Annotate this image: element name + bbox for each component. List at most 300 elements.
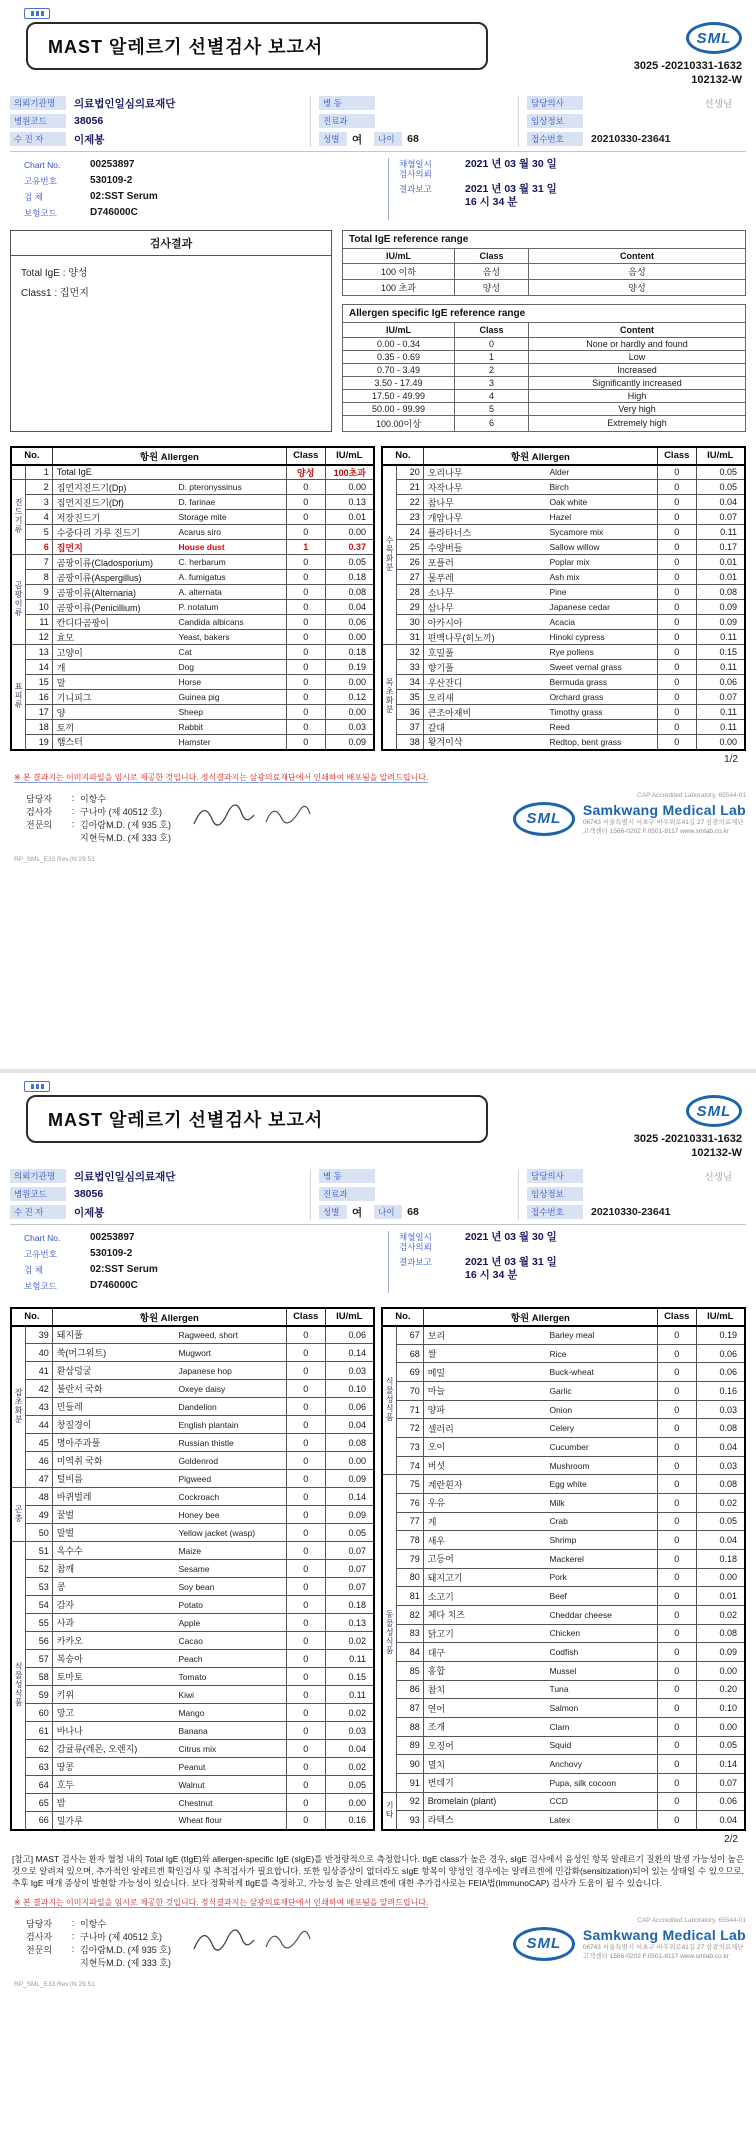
col-header-allergen: 항원 Allergen bbox=[52, 447, 286, 465]
ref-cell: 5 bbox=[455, 402, 529, 415]
allergen-value: 0.02 bbox=[325, 1758, 374, 1776]
allergen-class: 0 bbox=[657, 1400, 696, 1419]
allergen-value: 0.03 bbox=[325, 1722, 374, 1740]
allergen-name-kr: 옥수수 bbox=[52, 1542, 176, 1560]
allergen-name-kr: 고양이 bbox=[52, 645, 176, 660]
allergen-row bbox=[11, 1722, 374, 1740]
label-chart-no: Chart No. bbox=[24, 159, 61, 170]
allergen-no: 92 bbox=[397, 1792, 423, 1811]
allergen-no: 78 bbox=[397, 1531, 423, 1550]
allergen-class: 0 bbox=[657, 570, 696, 585]
allergen-name-kr: 수양버들 bbox=[423, 540, 547, 555]
sml-footer-logo-row bbox=[416, 802, 746, 837]
allergen-name-kr: 카카오 bbox=[52, 1632, 176, 1650]
allergen-class: 0 bbox=[657, 585, 696, 600]
allergen-no: 65 bbox=[26, 1794, 52, 1812]
allergen-class: 0 bbox=[286, 1758, 325, 1776]
allergen-row bbox=[11, 1578, 374, 1596]
reference-table-title: Total IgE reference range bbox=[343, 230, 746, 248]
allergen-no: 39 bbox=[26, 1326, 52, 1344]
allergen-name-en: Cheddar cheese bbox=[547, 1605, 657, 1624]
allergen-row bbox=[11, 1380, 374, 1398]
allergen-name-kr: 물푸레 bbox=[423, 570, 547, 585]
patient-info-col3 bbox=[518, 1169, 746, 1220]
allergen-no: 56 bbox=[26, 1632, 52, 1650]
allergen-value: 0.14 bbox=[325, 1488, 374, 1506]
label-request: 검사의뢰 bbox=[399, 169, 432, 180]
allergen-value: 0.04 bbox=[696, 495, 745, 510]
allergen-row bbox=[382, 1587, 745, 1606]
signature-mark bbox=[188, 1917, 318, 1965]
col-header-class: Class bbox=[657, 1308, 696, 1326]
value-doctor: 선생님 bbox=[704, 99, 732, 111]
allergen-row bbox=[382, 1475, 745, 1494]
allergen-class: 0 bbox=[657, 660, 696, 675]
allergen-class: 0 bbox=[286, 585, 325, 600]
allergen-name-kr: 토마토 bbox=[52, 1668, 176, 1686]
allergen-name-en: Codfish bbox=[547, 1643, 657, 1662]
allergen-no: 87 bbox=[397, 1699, 423, 1718]
allergen-name-en: Rye pollens bbox=[547, 645, 657, 660]
value-report-day: 2021 년 03 월 31 일 bbox=[465, 182, 557, 195]
lab-contact: 고객센터 1566-0202 F.0501-8117 www.smlab.co.kr bbox=[582, 828, 729, 836]
allergen-name-en: Chicken bbox=[547, 1624, 657, 1643]
ref-cell: 50.00 - 99.99 bbox=[343, 402, 455, 415]
allergen-row bbox=[11, 1650, 374, 1668]
allergen-row bbox=[11, 495, 374, 510]
allergen-row bbox=[11, 1776, 374, 1794]
chart-info bbox=[10, 158, 746, 220]
value-doctor: 선생님 bbox=[704, 1172, 732, 1184]
allergen-value: 0.00 bbox=[696, 1568, 745, 1587]
patient-info bbox=[10, 1169, 746, 1225]
allergen-value: 0.13 bbox=[325, 495, 374, 510]
allergen-name-kr: 곰팡이류(Aspergillus) bbox=[52, 570, 176, 585]
allergen-row bbox=[382, 1531, 745, 1550]
allergen-value: 0.00 bbox=[325, 1452, 374, 1470]
allergen-name-kr: 호밀풀 bbox=[423, 645, 547, 660]
allergen-no: 9 bbox=[26, 585, 52, 600]
col-header-iuml: IU/mL bbox=[696, 1308, 745, 1326]
allergen-no: 8 bbox=[26, 570, 52, 585]
allergen-row bbox=[11, 1794, 374, 1812]
allergen-name-kr: 양 bbox=[52, 705, 176, 720]
specific-ige-reference-table bbox=[342, 304, 746, 432]
sign-specialist-label: 전문의 bbox=[26, 1944, 53, 1955]
allergen-name-kr: 고등어 bbox=[423, 1549, 547, 1568]
allergen-row bbox=[11, 1668, 374, 1686]
allergen-row bbox=[382, 585, 745, 600]
allergen-value: 0.01 bbox=[696, 1587, 745, 1606]
header-right bbox=[634, 1095, 742, 1161]
allergen-table-right bbox=[381, 1307, 746, 1831]
label-clinical: 임상정보 bbox=[527, 114, 583, 128]
label-request-date bbox=[399, 158, 465, 180]
allergen-name-en: Timothy grass bbox=[547, 705, 657, 720]
allergen-class: 0 bbox=[657, 1326, 696, 1345]
allergen-class: 0 bbox=[286, 1488, 325, 1506]
ref-row bbox=[343, 389, 746, 402]
lab-contact: 고객센터 1566-0202 F.0501-8117 www.smlab.co.kr bbox=[582, 1952, 729, 1960]
allergen-row bbox=[11, 1758, 374, 1776]
allergen-row bbox=[382, 1624, 745, 1643]
allergen-no: 64 bbox=[26, 1776, 52, 1794]
allergen-name-kr: 삼나무 bbox=[423, 600, 547, 615]
allergen-no: 74 bbox=[397, 1456, 423, 1475]
sml-logo-text: SML bbox=[696, 29, 732, 47]
allergen-row bbox=[382, 510, 745, 525]
allergen-name-en: Crab bbox=[547, 1512, 657, 1531]
allergen-row bbox=[382, 1326, 745, 1345]
allergen-row bbox=[11, 540, 374, 555]
allergen-value: 0.00 bbox=[325, 705, 374, 720]
allergen-name-en: Yellow jacket (wasp) bbox=[176, 1524, 286, 1542]
field-specimen bbox=[24, 1263, 388, 1277]
allergen-value: 100초과 bbox=[325, 465, 374, 480]
ref-cell: 6 bbox=[455, 415, 529, 431]
allergen-class: 0 bbox=[286, 1812, 325, 1830]
field-specimen bbox=[24, 190, 388, 204]
allergen-no: 49 bbox=[26, 1506, 52, 1524]
ref-col-header: IU/mL bbox=[343, 322, 455, 337]
allergen-class: 0 bbox=[286, 1524, 325, 1542]
doc-number-2: 102132-W bbox=[691, 1147, 742, 1160]
allergen-class: 0 bbox=[286, 615, 325, 630]
allergen-row bbox=[11, 1488, 374, 1506]
allergen-value: 0.04 bbox=[325, 600, 374, 615]
allergen-name-en: C. herbarum bbox=[176, 555, 286, 570]
allergen-class: 0 bbox=[286, 675, 325, 690]
allergen-name-kr: 말 bbox=[52, 675, 176, 690]
category-label: 식물성식품 bbox=[11, 1542, 26, 1830]
ref-cell: 4 bbox=[455, 389, 529, 402]
allergen-class: 0 bbox=[657, 1363, 696, 1382]
allergen-name-kr: 환삼덩굴 bbox=[52, 1362, 176, 1380]
sml-logo-text: SML bbox=[696, 1102, 732, 1120]
allergen-name-en: Pine bbox=[547, 585, 657, 600]
allergen-name-en: Mussel bbox=[547, 1661, 657, 1680]
allergen-class: 0 bbox=[657, 1419, 696, 1438]
sign-tester: 검사자 : 구나마 (제 40512 호) bbox=[26, 1931, 162, 1942]
allergen-name-en: Banana bbox=[176, 1722, 286, 1740]
ref-row bbox=[343, 337, 746, 350]
allergen-name-en: Reed bbox=[547, 720, 657, 735]
allergen-class: 0 bbox=[286, 1326, 325, 1344]
allergen-name-kr: 곰팡이류(Alternaria) bbox=[52, 585, 176, 600]
allergen-name-kr: 털비름 bbox=[52, 1470, 176, 1488]
label-uid: 고유번호 bbox=[24, 175, 57, 186]
ref-row bbox=[343, 376, 746, 389]
allergen-value: 0.08 bbox=[696, 585, 745, 600]
allergen-name-kr: 편백나무(히노끼) bbox=[423, 630, 547, 645]
value-report-day: 2021 년 03 월 31 일 bbox=[465, 1255, 557, 1268]
field-sex-age bbox=[319, 1205, 518, 1220]
allergen-class: 0 bbox=[657, 1717, 696, 1736]
allergen-row bbox=[382, 1382, 745, 1401]
allergen-name-en: Sweet vernal grass bbox=[547, 660, 657, 675]
allergen-no: 53 bbox=[26, 1578, 52, 1596]
allergen-header-row bbox=[11, 1308, 374, 1326]
category-label: 진드기류 bbox=[11, 480, 26, 555]
report-footer bbox=[10, 792, 746, 844]
allergen-name-en: A. fumigatus bbox=[176, 570, 286, 585]
allergen-class: 0 bbox=[286, 720, 325, 735]
allergen-name-kr: 오이 bbox=[423, 1438, 547, 1457]
allergen-row bbox=[382, 1811, 745, 1830]
allergen-no: 41 bbox=[26, 1362, 52, 1380]
allergen-row bbox=[382, 495, 745, 510]
value-hosp-code: 38056 bbox=[74, 1188, 104, 1201]
patient-info-col3 bbox=[518, 96, 746, 147]
value-org: 의료법인일심의료재단 bbox=[74, 1170, 176, 1183]
allergen-name-kr: 개 bbox=[52, 660, 176, 675]
allergen-row bbox=[382, 600, 745, 615]
allergen-name-en: Shrimp bbox=[547, 1531, 657, 1550]
allergen-no: 27 bbox=[397, 570, 423, 585]
allergen-value: 0.09 bbox=[325, 1470, 374, 1488]
allergen-name-kr: 번데기 bbox=[423, 1773, 547, 1792]
allergen-name-en: Rice bbox=[547, 1344, 657, 1363]
allergen-value: 0.37 bbox=[325, 540, 374, 555]
label-report: 결과보고 bbox=[399, 183, 432, 194]
sml-logo-text: SML bbox=[526, 810, 562, 828]
allergen-name-kr: Bromelain (plant) bbox=[423, 1792, 547, 1811]
disclaimer-note: ※ 본 결과지는 이미지파일을 임시로 제공한 것입니다. 정식결과지는 삼광의료재단에서 인쇄하여 배포됨을 알려드립니다. bbox=[14, 1897, 429, 1907]
result-box-body bbox=[11, 256, 331, 431]
allergen-row bbox=[11, 615, 374, 630]
field-receipt-no bbox=[527, 1205, 746, 1220]
allergen-value: 0.06 bbox=[696, 1792, 745, 1811]
allergen-no: 15 bbox=[26, 675, 52, 690]
chart-info bbox=[10, 1231, 746, 1293]
allergen-class: 0 bbox=[657, 1699, 696, 1718]
report-header bbox=[10, 1095, 746, 1161]
allergen-name-kr: 수중다리 가루 진드기 bbox=[52, 525, 176, 540]
allergen-class: 0 bbox=[286, 1614, 325, 1632]
allergen-class: 0 bbox=[286, 1578, 325, 1596]
category-label: 수목화분 bbox=[382, 465, 397, 645]
value-insurance-code: D746000C bbox=[90, 1280, 138, 1292]
allergen-no: 37 bbox=[397, 720, 423, 735]
allergen-name-kr: 새우 bbox=[423, 1531, 547, 1550]
allergen-name-kr: 말벌 bbox=[52, 1524, 176, 1542]
col-header-allergen: 항원 Allergen bbox=[52, 1308, 286, 1326]
allergen-class: 0 bbox=[286, 735, 325, 750]
value-uid: 530109-2 bbox=[90, 175, 133, 187]
allergen-row bbox=[382, 615, 745, 630]
allergen-value: 0.05 bbox=[696, 480, 745, 495]
ref-row bbox=[343, 263, 746, 279]
allergen-name-en: CCD bbox=[547, 1792, 657, 1811]
allergen-no: 3 bbox=[26, 495, 52, 510]
ref-cell: 0.35 - 0.69 bbox=[343, 350, 455, 363]
allergen-name-kr: 호두 bbox=[52, 1776, 176, 1794]
allergen-name-kr: 라텍스 bbox=[423, 1811, 547, 1830]
sml-footer-logo-row bbox=[416, 1927, 746, 1962]
allergen-row bbox=[382, 1438, 745, 1457]
allergen-name-en: Onion bbox=[547, 1400, 657, 1419]
label-doctor: 담당의사 bbox=[527, 96, 583, 110]
allergen-value: 0.00 bbox=[696, 1661, 745, 1680]
allergen-no: 70 bbox=[397, 1382, 423, 1401]
allergen-name-kr: 참깨 bbox=[52, 1560, 176, 1578]
allergen-value: 0.08 bbox=[696, 1624, 745, 1643]
allergen-class: 0 bbox=[657, 525, 696, 540]
col-header-iuml: IU/mL bbox=[696, 447, 745, 465]
ref-title-row bbox=[343, 230, 746, 248]
allergen-row bbox=[382, 1512, 745, 1531]
allergen-class: 0 bbox=[657, 1624, 696, 1643]
ref-cell: 양성 bbox=[529, 279, 746, 295]
allergen-no: 19 bbox=[26, 735, 52, 750]
allergen-no: 6 bbox=[26, 540, 52, 555]
allergen-row bbox=[11, 1398, 374, 1416]
sign-specialist1-name: 김아람M.D. (제 935 호) bbox=[80, 819, 171, 830]
allergen-tables bbox=[10, 1307, 746, 1831]
allergen-class: 0 bbox=[286, 1362, 325, 1380]
allergen-value: 0.18 bbox=[696, 1549, 745, 1568]
label-insurance-code: 보험코드 bbox=[24, 207, 57, 218]
allergen-no: 21 bbox=[397, 480, 423, 495]
allergen-value: 0.05 bbox=[325, 555, 374, 570]
patient-info bbox=[10, 96, 746, 152]
allergen-row bbox=[11, 1740, 374, 1758]
field-patient-name bbox=[10, 1205, 310, 1220]
allergen-no: 72 bbox=[397, 1419, 423, 1438]
ref-row bbox=[343, 402, 746, 415]
lab-name: Samkwang Medical Lab bbox=[582, 1926, 746, 1943]
allergen-no: 20 bbox=[397, 465, 423, 480]
category-label: 곰팡이류 bbox=[11, 555, 26, 645]
allergen-value: 0.06 bbox=[325, 1398, 374, 1416]
allergen-class: 0 bbox=[286, 1470, 325, 1488]
allergen-class: 0 bbox=[657, 600, 696, 615]
col-header-iuml: IU/mL bbox=[325, 447, 374, 465]
allergen-no: 59 bbox=[26, 1686, 52, 1704]
allergen-class: 0 bbox=[286, 1722, 325, 1740]
allergen-name-en: Citrus mix bbox=[176, 1740, 286, 1758]
allergen-row bbox=[11, 525, 374, 540]
reference-table-title: Allergen specific IgE reference range bbox=[343, 304, 746, 322]
report-footer bbox=[10, 1917, 746, 1969]
allergen-class: 0 bbox=[286, 1704, 325, 1722]
allergen-no: 79 bbox=[397, 1549, 423, 1568]
allergen-name-en: Ragweed, short bbox=[176, 1326, 286, 1344]
total-ige-reference-table bbox=[342, 230, 746, 296]
signature-block bbox=[10, 1917, 350, 1969]
allergen-header-row bbox=[382, 447, 745, 465]
allergen-class: 0 bbox=[657, 675, 696, 690]
allergen-class: 0 bbox=[657, 510, 696, 525]
allergen-name-en: English plantain bbox=[176, 1416, 286, 1434]
allergen-no: 22 bbox=[397, 495, 423, 510]
allergen-name-kr: 왕겨이삭 bbox=[423, 735, 547, 750]
allergen-class: 0 bbox=[657, 1773, 696, 1792]
allergen-row bbox=[11, 1614, 374, 1632]
allergen-row bbox=[11, 630, 374, 645]
allergen-value: 0.08 bbox=[696, 1475, 745, 1494]
allergen-class: 0 bbox=[657, 1549, 696, 1568]
doc-number-1: 3025 -20210331-1632 bbox=[633, 60, 742, 72]
chart-info-dates bbox=[388, 158, 557, 220]
allergen-no: 55 bbox=[26, 1614, 52, 1632]
allergen-class: 0 bbox=[286, 630, 325, 645]
allergen-name-kr: 아카시아 bbox=[423, 615, 547, 630]
allergen-row bbox=[382, 705, 745, 720]
allergen-name-kr: 참나무 bbox=[423, 495, 547, 510]
sign-tester-name: 구나마 (제 40512 호) bbox=[80, 1931, 162, 1942]
doc-number-2: 102132-W bbox=[691, 74, 742, 87]
allergen-row bbox=[382, 645, 745, 660]
label-clinical: 임상정보 bbox=[527, 1187, 583, 1201]
allergen-name-kr: 셀러리 bbox=[423, 1419, 547, 1438]
allergen-name-en: Tomato bbox=[176, 1668, 286, 1686]
allergen-no: 61 bbox=[26, 1722, 52, 1740]
allergen-row bbox=[11, 645, 374, 660]
allergen-value: 0.07 bbox=[325, 1542, 374, 1560]
col-header-class: Class bbox=[286, 1308, 325, 1326]
allergen-class: 0 bbox=[286, 690, 325, 705]
allergen-value: 0.18 bbox=[325, 1596, 374, 1614]
sml-logo-icon bbox=[686, 1095, 742, 1127]
allergen-value: 0.01 bbox=[696, 555, 745, 570]
allergen-class: 0 bbox=[657, 495, 696, 510]
allergen-name-kr: 쑥(머그워트) bbox=[52, 1344, 176, 1362]
allergen-table-right bbox=[381, 446, 746, 751]
col-header-no: No. bbox=[382, 1308, 423, 1326]
ref-title-row bbox=[343, 304, 746, 322]
label-insurance-code: 보험코드 bbox=[24, 1280, 57, 1291]
allergen-name-kr: 버섯 bbox=[423, 1456, 547, 1475]
allergen-value: 0.19 bbox=[696, 1326, 745, 1345]
allergen-class: 0 bbox=[286, 1668, 325, 1686]
allergen-row bbox=[382, 660, 745, 675]
label-age: 나이 bbox=[374, 132, 402, 146]
allergen-value: 0.06 bbox=[696, 675, 745, 690]
ref-cell: Increased bbox=[529, 363, 746, 376]
allergen-no: 35 bbox=[397, 690, 423, 705]
allergen-class: 0 bbox=[657, 555, 696, 570]
signature-mark bbox=[188, 792, 318, 840]
allergen-name-en: Hamster bbox=[176, 735, 286, 750]
allergen-name-en: Guinea pig bbox=[176, 690, 286, 705]
allergen-value: 0.08 bbox=[696, 1419, 745, 1438]
allergen-row bbox=[382, 1419, 745, 1438]
allergen-no: 84 bbox=[397, 1643, 423, 1662]
allergen-name-en: Pupa, silk cocoon bbox=[547, 1773, 657, 1792]
field-report-date bbox=[399, 1256, 557, 1283]
allergen-row bbox=[382, 1661, 745, 1680]
allergen-value: 0.01 bbox=[696, 570, 745, 585]
allergen-name-kr: 우유 bbox=[423, 1494, 547, 1513]
allergen-name-en: Buck-wheat bbox=[547, 1363, 657, 1382]
allergen-name-kr: 키위 bbox=[52, 1686, 176, 1704]
allergen-row bbox=[11, 585, 374, 600]
col-header-class: Class bbox=[286, 447, 325, 465]
allergen-no: 44 bbox=[26, 1416, 52, 1434]
field-request-date bbox=[399, 1231, 557, 1253]
allergen-tables bbox=[10, 446, 746, 751]
ref-cell: 17.50 - 49.99 bbox=[343, 389, 455, 402]
allergen-name-en: Pigweed bbox=[176, 1470, 286, 1488]
allergen-name-en: Clam bbox=[547, 1717, 657, 1736]
allergen-no: 28 bbox=[397, 585, 423, 600]
allergen-class: 0 bbox=[286, 645, 325, 660]
allergen-name-kr: 땅콩 bbox=[52, 1758, 176, 1776]
allergen-value: 0.18 bbox=[325, 570, 374, 585]
value-receipt-no: 20210330-23641 bbox=[591, 133, 671, 146]
allergen-name-en: Birch bbox=[547, 480, 657, 495]
